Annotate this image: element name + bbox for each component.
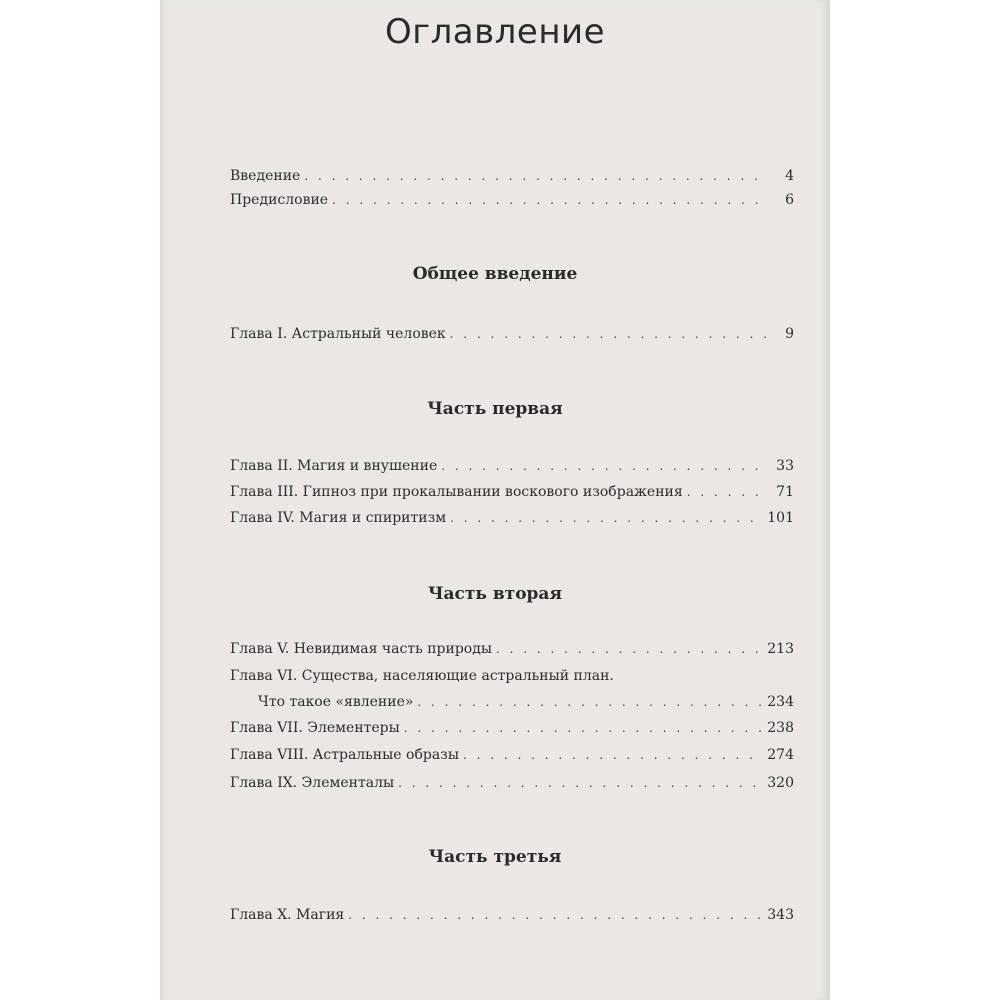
toc-entry <box>230 324 794 344</box>
toc-entry-label: Глава II. Магия и внушение <box>230 458 438 474</box>
toc-page-number: 4 <box>785 168 794 184</box>
book-page <box>160 0 830 1000</box>
section-heading: Общее введение <box>412 264 578 284</box>
toc-entry-label: Глава IV. Магия и спиритизм <box>230 510 447 526</box>
toc-entry-label: Глава V. Невидимая часть природы <box>230 641 492 657</box>
toc-leader-dots <box>496 639 761 659</box>
section-heading: Часть первая <box>427 399 563 419</box>
toc-entry-label: Глава III. Гипноз при прокалывании воскового изображения <box>230 484 683 500</box>
toc-entry <box>230 773 794 793</box>
toc-entry <box>258 692 794 712</box>
toc-entry <box>230 905 794 925</box>
toc-entry-label: Глава IX. Элементалы <box>230 775 395 791</box>
toc-leader-dots <box>332 190 766 210</box>
toc-leader-dots <box>450 508 761 528</box>
toc-page-number: 343 <box>767 907 794 923</box>
toc-entry <box>230 166 794 186</box>
section-heading: Часть третья <box>428 847 562 867</box>
toc-entry <box>230 456 794 476</box>
toc-entry-label: Введение <box>230 168 301 184</box>
toc-entry-label: Глава VII. Элементеры <box>230 720 400 736</box>
toc-entry-label: Глава VIII. Астральные образы <box>230 747 459 763</box>
toc-page-number: 320 <box>767 775 794 791</box>
toc-leader-dots <box>687 482 766 502</box>
toc-entry <box>230 666 794 686</box>
toc-page-number: 33 <box>776 458 794 474</box>
toc-entry <box>230 745 794 765</box>
toc-entry <box>230 190 794 210</box>
toc-entry <box>230 482 794 502</box>
toc-page-number: 274 <box>767 747 794 763</box>
toc-entry-label: Глава X. Магия <box>230 907 345 923</box>
toc-leader-dots <box>348 905 761 925</box>
toc-leader-dots <box>463 745 761 765</box>
toc-entry <box>230 639 794 659</box>
toc-entry-label: Предисловие <box>230 192 329 208</box>
toc-leader-dots <box>417 692 761 712</box>
toc-leader-dots <box>404 718 761 738</box>
page-title: Оглавление <box>384 12 606 52</box>
toc-entry <box>230 508 794 528</box>
toc-page-number: 234 <box>767 694 794 710</box>
section-heading: Часть вторая <box>427 584 563 604</box>
toc-leader-dots <box>398 773 761 793</box>
toc-page-number: 101 <box>767 510 794 526</box>
toc-leader-dots <box>441 456 766 476</box>
toc-leader-dots <box>304 166 766 186</box>
toc-page-number: 238 <box>767 720 794 736</box>
toc-page-number: 71 <box>776 484 794 500</box>
toc-entry-label: Глава VI. Существа, населяющие астральный план. <box>230 668 614 684</box>
toc-page-number: 6 <box>785 192 794 208</box>
toc-page-number: 213 <box>767 641 794 657</box>
toc-entry-label: Глава I. Астральный человек <box>230 326 446 342</box>
toc-entry-label: Что такое «явление» <box>258 694 414 710</box>
toc-entry <box>230 718 794 738</box>
toc-leader-dots <box>450 324 766 344</box>
toc-page-number: 9 <box>785 326 794 342</box>
